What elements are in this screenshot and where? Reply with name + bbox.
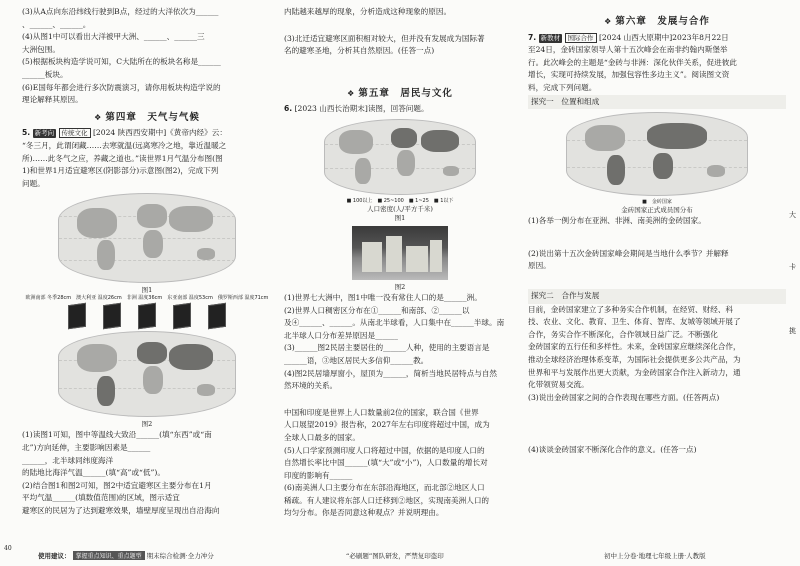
chapter-5-heading <box>284 88 516 101</box>
reading-line: 合作，务实合作不断深化，合作领域日益广泛。不断强化 <box>528 329 718 339</box>
reading-passage <box>284 407 516 445</box>
text-line: ______语，③地区居民大多信仰______教。 <box>284 355 429 365</box>
reading-line: 世界和平与发展作出更大贡献，为金砖国家合作注入新动力，通 <box>528 367 741 377</box>
text-line: (2)结合图1和图2可知，图2中适宜避寒区主要分布在1月 <box>22 480 212 490</box>
text-line: (6)E国每年都会进行多次防震演习，请你用板块构造学说的 <box>22 82 221 92</box>
chapter-title: 第五章 居民与文化 <box>358 87 453 99</box>
text-line: (4)图2民居墙厚窗小，屋顶为______，简析当地民居特点与自然 <box>284 368 498 378</box>
map-caption: 金砖国家正式成员国分布 <box>621 206 693 215</box>
text-line: (1)读图1可知，图中等温线大致沿______(填“东西”或“南 <box>22 430 212 440</box>
text-line: (6)南美洲人口主要分布在东部沿海地区，而北部②地区人口 <box>284 483 485 493</box>
wall-cube <box>68 303 86 330</box>
text-line: 北半球人口分布差异原因是______ <box>284 330 398 340</box>
figure-1-caption: 图1 <box>141 286 153 295</box>
legend-label: 金砖国家 <box>651 199 672 206</box>
text-line: (1)各举一例分布在亚洲、非洲、南美洲的金砖国家。 <box>528 216 706 226</box>
text-line: 增长，实现可持续发展，加强包容性多边主义”。阅读图文资 <box>528 70 730 80</box>
text-line: (1)世界七大洲中，图1中唯一没有常住人口的是______洲。 <box>284 292 482 302</box>
right-footer: 初中上分卷·地理七年级上册·人教版 <box>604 552 706 560</box>
figure-1-caption: 图1 <box>394 213 406 222</box>
question-number: 6. <box>284 104 293 114</box>
text-line: 自然增长率比中国______(填“大”或“小”)，人口数量的增长对 <box>284 458 488 468</box>
chapter-icon: ❖ <box>604 17 613 26</box>
text-line: 至24日，金砖国家领导人第十五次峰会在南非约翰内斯堡举 <box>528 45 728 55</box>
text-line: ______，北半球同纬度海洋 <box>22 455 114 465</box>
chapter-4-heading <box>22 112 272 125</box>
chapter-icon: ❖ <box>347 88 356 98</box>
margin-mark: 大 <box>789 211 796 219</box>
text-line: (5)根据板块构造学说可知，C大陆所在的板块名称是______ <box>22 57 221 67</box>
text-line: 的陆地比海洋气温______(填“高”或“低”)。 <box>22 468 165 478</box>
cube-legend-item: 澳大利亚 温度26cm <box>76 295 122 302</box>
legend-swatch: ■ <box>642 199 647 206</box>
text-line: 行。此次峰会的主题是“金砖与非洲：深化伙伴关系，促进彼此 <box>528 57 737 67</box>
text-line: 理论解释其原因。 <box>22 95 83 105</box>
text-line: (3)从A点向东沿纬线行驶到B点，经过的大洋依次为______ <box>22 7 219 16</box>
wall-thickness-cubes <box>22 304 272 328</box>
text-line: “冬三月，此谓闭藏……去寒就温(远离寒冷之地，靠近温暖之 <box>22 140 227 150</box>
question-number: 5. <box>22 128 31 138</box>
text-line: (2)世界人口稠密区分布在①______和南部、②______以 <box>284 305 470 315</box>
wall-cube <box>173 303 191 330</box>
text-line: (4)从图1中可以看出大洋被甲大洲、______、______三 <box>22 32 205 42</box>
left-column <box>22 6 272 517</box>
passage-line: 全球人口最多的国家。 <box>284 432 360 442</box>
culture-tag: 传统文化 <box>59 128 91 138</box>
chapter-title: 第四章 天气与气候 <box>105 111 200 123</box>
dwelling-photo <box>352 226 448 280</box>
page-number: 40 <box>4 545 12 552</box>
cube-legend-item: 俄罗斯西部 温度71cm <box>217 295 269 302</box>
population-legend-item: ■ 100以上 <box>346 197 373 204</box>
chapter-icon: ❖ <box>94 112 103 122</box>
reading-line: 推动全球经济治理体系变革，为国际社会提供更多公共产品，为 <box>528 354 741 364</box>
chapter-title: 第六章 发展与合作 <box>615 16 710 27</box>
cube-legend-item: 欧洲南部 冬季28cm <box>25 295 72 302</box>
margin-mark: 卡 <box>789 263 796 271</box>
chapter-6-heading <box>528 16 786 29</box>
text-line: (2)说出第十五次金砖国家峰会期间是当地什么季节？并解释 <box>528 248 729 258</box>
population-legend-item: ■ 1~25 <box>408 197 429 204</box>
reading-line: 目前，金砖国家建立了多种务实合作机制，在经贸、财经、科 <box>528 304 734 314</box>
cube-legend-item: 东亚南部 温度53cm <box>167 295 213 302</box>
figure-2-caption: 图2 <box>394 282 406 291</box>
left-footer <box>38 551 214 560</box>
usage-label: 使用建议： <box>38 552 71 560</box>
text-line: 印度的影响有______ <box>284 470 353 480</box>
question-number: 7. <box>528 32 537 42</box>
usage-tag: 掌握重点知识、重点题型 <box>73 551 145 560</box>
middle-column <box>284 6 516 520</box>
text-line: 原因。 <box>528 261 551 271</box>
reading-line: 技、农业、文化、教育、卫生、体育、智库、友城等领域开展了 <box>528 317 741 327</box>
question-6-stem <box>284 103 516 116</box>
text-line: 、______、______。 <box>22 19 91 29</box>
text-line: 均匀分布。你是否同意这种观点？并说明理由。 <box>284 508 444 518</box>
passage-line: 中国和印度是世界上人口数量前2位的国家，联合国《世界 <box>284 407 479 417</box>
density-legend-title: 人口密度(人/平方千米) <box>367 204 433 213</box>
text-line: 名的避寒圣地，分析其自然原因。(任答一点) <box>284 46 435 56</box>
text-line: 及④______、______。从南北半球看，人口集中在______半球。南 <box>284 318 505 328</box>
text-line: 1)和世界1月适宜避寒区(阴影部分)示意图(图2)，完成下列 <box>22 166 219 176</box>
population-legend-item: ■ 1以下 <box>433 197 454 204</box>
explore-2-heading: 探究二 合作与发展 <box>528 289 786 304</box>
text-line: 问题。 <box>22 178 45 188</box>
middle-footer: “必刷题”图队研发，严禁复印盗印 <box>346 552 444 560</box>
reading-line: 金砖国家的五行任和多样性。未来，金砖国家应继续深化合作， <box>528 342 741 352</box>
text-line: (3)______图2民居主要居住的______人种，使用的主要语言是 <box>284 343 490 353</box>
text-line: 北”)方向延伸，主要影响因素是______ <box>22 442 151 452</box>
text-line: 大洲包围。 <box>22 44 60 54</box>
wall-cube <box>103 303 121 330</box>
world-temperature-map <box>58 193 236 283</box>
new-textbook-tag: 新教材 <box>540 33 561 42</box>
explore-1-heading: 探究一 位置和组成 <box>528 95 786 110</box>
text-line: 然环境的关系。 <box>284 381 338 391</box>
cooperation-tag: 国际合作 <box>565 33 597 43</box>
right-column <box>528 6 786 457</box>
figure-2-caption: 图2 <box>141 420 153 429</box>
text-line: (3)说出金砖国家之间的合作表现在哪些方面。(任答两点) <box>528 392 720 402</box>
population-legend-item: ■ 25~100 <box>377 197 404 204</box>
wall-cube <box>138 303 156 330</box>
text-line: (3)北迁适宜避寒区面积相对较大，但并没有发展成为国际著 <box>284 33 485 43</box>
question-source: [2024 山西大原期中]2023年8月22日 <box>598 32 729 42</box>
new-trend-tag: 新考向 <box>34 129 55 138</box>
reading-line: 化带领贸易交流。 <box>528 380 589 390</box>
text-line: 料，完成下列问题。 <box>528 82 597 92</box>
question-7-stem <box>528 32 786 45</box>
population-density-map <box>324 119 476 195</box>
winter-refuge-map <box>58 331 236 417</box>
question-source: [2024 陕西西安期中]《黄帝内经》云： <box>92 128 227 138</box>
wall-cube <box>208 303 226 330</box>
usage-tail: 期末综合检测·全力冲分 <box>146 552 214 560</box>
cube-legend-item: 非洲 温度36cm <box>126 295 163 302</box>
text-line: 稀疏。有人建议将东部人口迁移到②地区，实现南美洲人口的 <box>284 495 490 505</box>
text-line: (5)人口学家预测印度人口将超过中国，依据的是印度人口的 <box>284 445 485 455</box>
population-legend <box>284 198 516 205</box>
text-line: 内陆越来越厚的现象，分析造成这种现象的原因。 <box>284 7 452 16</box>
margin-mark: 挑 <box>789 327 796 335</box>
cube-legend <box>22 295 272 302</box>
question-source: [2023 山西长治期末]读图，回答问题。 <box>294 104 429 114</box>
text-line: 避寒区的民居为了达到避寒效果，墙壁厚度呈现出自沿海向 <box>22 505 220 515</box>
text-line: 所)……此冬气之应，养藏之道也。”读世界1月气温分布图(图 <box>22 153 223 163</box>
text-line: 平均气温______(填数值范围)的区域，图示适宜 <box>22 493 180 503</box>
question-5-stem <box>22 127 272 140</box>
brics-map <box>566 112 748 196</box>
passage-line: 人口展望2019》报告称，2027年左右印度将超过中国，成为 <box>284 420 490 430</box>
text-line: ______板块。 <box>22 69 68 79</box>
text-line: (4)谈谈金砖国家不断深化合作的意义。(任答一点) <box>528 445 697 455</box>
